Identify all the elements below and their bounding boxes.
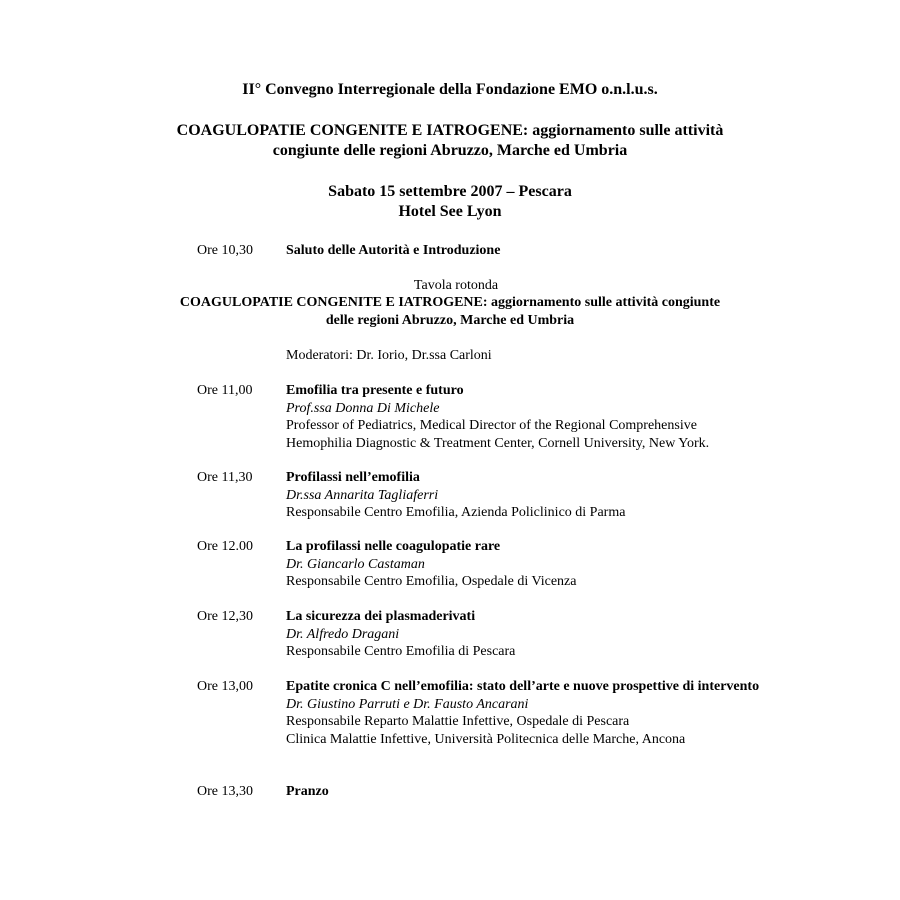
session-block <box>286 469 761 522</box>
session-affiliation: Responsabile Reparto Malattie Infettive, Ospedale di Pescara <box>286 714 630 729</box>
session-title: Epatite cronica C nell’emofilia: stato dell’arte e nuove prospettive di intervento <box>286 679 760 694</box>
session-time: Ore 13,00 <box>197 679 253 694</box>
session-affiliation: Responsabile Centro Emofilia di Pescara <box>286 644 516 659</box>
session-time: Ore 12.00 <box>197 539 253 554</box>
date-place: Sabato 15 settembre 2007 – Pescara <box>328 183 572 200</box>
session-speaker: Dr. Alfredo Dragani <box>286 626 400 642</box>
session-speaker: Dr.ssa Annarita Tagliaferri <box>286 487 439 503</box>
session-affiliation: Responsabile Centro Emofilia, Azienda Policlinico di Parma <box>286 505 626 520</box>
venue: Hotel See Lyon <box>398 203 502 220</box>
opening-title: Saluto delle Autorità e Introduzione <box>286 243 501 258</box>
session-affiliation: Hemophilia Diagnostic & Treatment Center, Cornell University, New York. <box>286 435 710 451</box>
round-table-title-line1: COAGULOPATIE CONGENITE E IATROGENE: aggiornamento sulle attività congiunte <box>179 295 721 310</box>
session-speaker: Dr. Giancarlo Castaman <box>286 556 425 572</box>
session-speaker: Prof.ssa Donna Di Michele <box>286 400 440 416</box>
session-title: La profilassi nelle coagulopatie rare <box>286 539 501 554</box>
session-block <box>286 678 761 748</box>
session-affiliation: Clinica Malattie Infettive, Università Politecnica delle Marche, Ancona <box>286 731 686 747</box>
main-title-line1: COAGULOPATIE CONGENITE E IATROGENE: aggiornamento sulle attività <box>176 122 724 139</box>
lunch-title: Pranzo <box>286 784 329 799</box>
session-affiliation: Professor of Pediatrics, Medical Director of the Regional Comprehensive <box>286 418 697 433</box>
main-title-line2: congiunte delle regioni Abruzzo, Marche ed Umbria <box>272 142 628 159</box>
session-block <box>286 608 761 661</box>
moderators: Moderatori: Dr. Iorio, Dr.ssa Carloni <box>286 348 492 363</box>
session-block <box>286 382 761 452</box>
session-title: Emofilia tra presente e futuro <box>286 383 464 398</box>
round-table-title-line2: delle regioni Abruzzo, Marche ed Umbria <box>325 313 575 328</box>
round-table-label: Tavola rotonda <box>413 278 499 293</box>
session-affiliation: Responsabile Centro Emofilia, Ospedale di Vicenza <box>286 574 577 589</box>
session-title: La sicurezza dei plasmaderivati <box>286 609 476 624</box>
lunch-time: Ore 13,30 <box>197 784 253 799</box>
session-time: Ore 11,00 <box>197 383 253 398</box>
session-title: Profilassi nell’emofilia <box>286 470 420 485</box>
session-time: Ore 11,30 <box>197 470 253 485</box>
opening-time: Ore 10,30 <box>197 243 253 258</box>
convegno-title: II° Convegno Interregionale della Fondazione EMO o.n.l.u.s. <box>242 81 658 98</box>
session-speaker: Dr. Giustino Parruti e Dr. Fausto Ancarani <box>286 696 529 712</box>
session-time: Ore 12,30 <box>197 609 253 624</box>
session-block <box>286 538 761 591</box>
